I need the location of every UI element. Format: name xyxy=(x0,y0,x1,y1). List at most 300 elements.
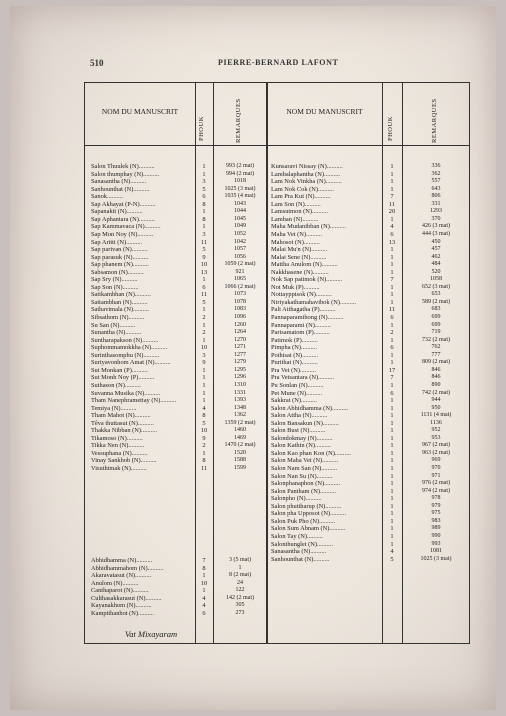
manuscript-name: Sap Aritti (N).......... xyxy=(91,238,143,246)
remark-value: 589 (2 mat) xyxy=(422,298,450,305)
phouk-count: 11 xyxy=(200,238,208,246)
phouk-count: 1 xyxy=(202,449,206,457)
phouk-count: 1 xyxy=(390,261,394,269)
remark-value: 967 (2 mat) xyxy=(422,442,450,449)
section-title: Vat Mixayaram xyxy=(125,629,178,639)
phouk-count: 1 xyxy=(202,306,206,314)
phouk-count: 1 xyxy=(202,208,206,216)
remark-value: 1270 xyxy=(234,336,246,343)
manuscript-name: Pra Vet (N).......... xyxy=(271,366,316,374)
header-rule xyxy=(85,145,469,146)
remark-value: 1066 (2 mat) xyxy=(224,283,256,290)
remark-value: 122 xyxy=(235,587,245,594)
phouk-count: 10 xyxy=(200,261,208,269)
remark-value: 1277 xyxy=(234,351,246,358)
remark-value: 806 xyxy=(431,193,441,200)
manuscript-name: Purithat (N).......... xyxy=(271,359,318,367)
phouk-count: 1 xyxy=(390,427,394,435)
remark-value: 273 xyxy=(235,609,245,616)
remark-value: 336 xyxy=(431,163,441,169)
manuscript-name: Maha Vet (N).......... xyxy=(271,230,322,238)
phouk-count: 1 xyxy=(202,389,206,397)
remark-value: 1271 xyxy=(234,344,246,351)
remark-value: 1295 xyxy=(234,366,246,373)
manuscript-name: Suvanna Musika (N).......... xyxy=(91,389,161,397)
phouk-count: 1 xyxy=(202,381,206,389)
manuscript-name: Suthason (N).......... xyxy=(91,381,141,389)
manuscript-name: Pimpha (N).......... xyxy=(271,344,317,352)
phouk-count: 10 xyxy=(200,344,208,352)
phouk-count: 1 xyxy=(390,359,394,367)
phouk-count: 10 xyxy=(200,427,208,435)
remark-value: 1348 xyxy=(234,404,246,411)
manuscript-name: Sap parivan (N).......... xyxy=(91,246,148,254)
remark-value: 1264 xyxy=(234,329,246,336)
manuscript-name: Salon Bust (N).......... xyxy=(271,427,326,435)
phouk-count: 1 xyxy=(390,381,394,389)
remark-value: 3 (5 mat) xyxy=(229,557,251,563)
manuscript-name: Parisamatom (P).......... xyxy=(271,329,330,337)
manuscript-name: Kayanakhom (N).......... xyxy=(91,602,152,610)
manuscript-name: Sanok.......... xyxy=(91,193,123,201)
header-name-right: NOM DU MANUSCRIT xyxy=(286,107,363,116)
remark-value: 699 xyxy=(431,314,441,320)
manuscript-name: Salon Nam San (N).......... xyxy=(271,465,338,472)
phouk-count: 5 xyxy=(202,246,206,254)
manuscript-name: Pannaparami (N).......... xyxy=(271,321,331,329)
remark-value: 699 xyxy=(431,321,441,328)
phouk-count: 2 xyxy=(202,314,206,321)
phouk-count: 3 xyxy=(202,351,206,359)
phouk-count: 1 xyxy=(390,178,394,186)
remark-value: 952 xyxy=(431,427,441,434)
remark-value: 1065 xyxy=(234,276,246,283)
phouk-count: 13 xyxy=(200,268,208,276)
phouk-count: 6 xyxy=(202,283,206,291)
phouk-count: 1 xyxy=(390,404,394,412)
manuscript-name: Pannaparamihong (N).......... xyxy=(271,314,344,321)
remark-value: 1025 (3 mat) xyxy=(420,555,452,562)
phouk-count: 1 xyxy=(202,366,206,374)
remark-value: 1057 xyxy=(234,246,246,253)
remark-value: 362 xyxy=(431,170,441,177)
phouk-count: 11 xyxy=(388,200,396,208)
manuscript-name: Kampithanhot (N).......... xyxy=(91,609,155,617)
manuscript-name: Pothisat (N).......... xyxy=(271,351,319,359)
manuscript-name: Têva thuttasut (N).......... xyxy=(91,419,154,427)
remark-value: 993 (2 mat) xyxy=(226,163,254,169)
remark-value: 653 xyxy=(431,291,441,298)
manuscript-name: Malai Sene (N).......... xyxy=(271,253,327,261)
remark-value: 1059 (2 mat) xyxy=(224,261,256,268)
manuscript-name: Tham Mahot (N).......... xyxy=(91,412,151,420)
manuscript-name: Salon Maha Vet (N).......... xyxy=(271,457,339,465)
manuscript-name: Sut Monkan (P).......... xyxy=(91,366,148,374)
manuscript-name: Sunantha (N).......... xyxy=(91,329,142,337)
phouk-count: 1 xyxy=(390,495,394,503)
remark-value: 457 xyxy=(431,246,441,253)
phouk-count: 8 xyxy=(202,564,206,572)
manuscript-name: Sap Son (N).......... xyxy=(91,283,139,291)
remark-value: 484 xyxy=(431,261,441,268)
remark-value: 1043 xyxy=(234,200,246,207)
phouk-count: 7 xyxy=(390,193,394,201)
manuscript-name: Sap parasuk (N).......... xyxy=(91,253,149,261)
phouk-count: 1 xyxy=(390,472,394,480)
phouk-count: 1 xyxy=(390,442,394,450)
manuscript-name: Suntharapakson (N).......... xyxy=(91,336,159,344)
phouk-count: 1 xyxy=(390,185,394,193)
phouk-count: 4 xyxy=(202,602,206,610)
phouk-count: 7 xyxy=(390,276,394,284)
remark-value: 742 (2 mat) xyxy=(422,389,450,396)
phouk-count: 2 xyxy=(202,442,206,450)
manuscript-name: Salon Nan Su (N).......... xyxy=(271,472,333,480)
phouk-count: 6 xyxy=(390,389,394,397)
remark-value: 1296 xyxy=(234,374,246,381)
phouk-count: 20 xyxy=(388,208,396,216)
manuscript-name: Sap phanem (N).......... xyxy=(91,261,149,269)
remark-value: 846 xyxy=(431,366,441,373)
manuscript-name: Pali Atthagatha (P).......... xyxy=(271,306,336,314)
manuscript-name: Sathavimala (N).......... xyxy=(91,306,150,314)
phouk-count: 11 xyxy=(388,306,396,314)
phouk-count: 1 xyxy=(390,525,394,533)
manuscript-name: Maha Mudanibban (N).......... xyxy=(271,223,346,231)
book-page xyxy=(10,6,496,710)
remark-value: 1588 xyxy=(234,457,246,464)
remark-value: 24 xyxy=(237,579,243,586)
remark-value: 1073 xyxy=(234,291,246,298)
phouk-count: 1 xyxy=(390,246,394,254)
remark-value: 1025 (3 mat) xyxy=(224,185,256,192)
remark-value: 953 xyxy=(431,434,441,441)
phouk-count: 4 xyxy=(390,223,394,231)
manuscript-name: Thakka Nibban (N).......... xyxy=(91,427,158,435)
manuscript-name: Salon pha Upposot (N).......... xyxy=(271,510,347,518)
phouk-count: 1 xyxy=(390,170,394,178)
remark-value: 1035 (4 mat) xyxy=(224,193,256,200)
manuscript-name: Sanhounthat (N).......... xyxy=(91,185,150,193)
phouk-count: 1 xyxy=(202,276,206,284)
phouk-count: 9 xyxy=(202,253,206,261)
remark-value: 944 xyxy=(431,397,441,404)
phouk-count: 1 xyxy=(390,434,394,442)
remark-value: 762 xyxy=(431,344,441,351)
manuscript-name: Salon Thuulek (N).......... xyxy=(91,163,155,170)
remark-value: 1042 xyxy=(234,238,246,245)
manuscript-name: Suriyavonhom Amat (N).......... xyxy=(91,359,171,367)
manuscript-name: Tham Nanephramettay (N).......... xyxy=(91,397,177,405)
manuscript-name: Pu Sonlan (N).......... xyxy=(271,381,324,389)
remark-value: 520 xyxy=(431,268,441,275)
remark-value: 978 xyxy=(431,495,441,502)
phouk-count: 1 xyxy=(390,336,394,344)
remark-value: 1359 (2 mat) xyxy=(224,419,256,426)
phouk-count: 1 xyxy=(390,412,394,420)
remark-value: 1131 (4 mat) xyxy=(420,412,452,419)
phouk-count: 13 xyxy=(388,238,396,246)
phouk-count: 7 xyxy=(202,557,206,564)
remark-value: 990 xyxy=(431,532,441,539)
remark-value: 1078 xyxy=(234,298,246,305)
manuscript-name: Sibsathom (N).......... xyxy=(91,314,145,321)
header-remarks-left: REMARQUES xyxy=(235,98,242,143)
remark-value: 969 xyxy=(431,457,441,464)
manuscript-name: Salonthunglet (N).......... xyxy=(271,540,333,548)
remark-value: 1393 xyxy=(234,397,246,404)
manuscript-name: Lam Pra Kut (N).......... xyxy=(271,193,331,201)
remark-value: 1052 xyxy=(234,230,246,237)
manuscript-name: Salon Kao phan Kon (N).......... xyxy=(271,449,351,457)
manuscript-name: Salon Sum Abnam (N).......... xyxy=(271,525,346,533)
remark-value: 1058 xyxy=(430,276,442,283)
manuscript-name: Salon Kathin (N).......... xyxy=(271,442,331,450)
phouk-count: 1 xyxy=(202,170,206,178)
phouk-count: 6 xyxy=(390,344,394,352)
remark-value: 1279 xyxy=(234,359,246,366)
remark-value: 971 xyxy=(431,472,441,479)
remark-value: 719 xyxy=(431,329,441,336)
manuscript-name: Salon Puk Pho (N).......... xyxy=(271,517,336,525)
phouk-count: 1 xyxy=(390,517,394,525)
phouk-count: 1 xyxy=(202,572,206,580)
phouk-count: 1 xyxy=(390,449,394,457)
remark-value: 975 xyxy=(431,510,441,517)
remark-value: 1260 xyxy=(234,321,246,328)
manuscript-name: Nok Sap patimok (N).......... xyxy=(271,276,343,284)
manuscript-name: Salon Tay (N).......... xyxy=(271,532,323,540)
remark-value: 331 xyxy=(431,200,441,207)
remark-value: 1293 xyxy=(430,208,442,215)
remark-value: 974 (2 mat) xyxy=(422,487,450,494)
manuscript-name: Salon Attha (N).......... xyxy=(271,412,328,420)
phouk-count: 1 xyxy=(202,321,206,329)
phouk-count: 8 xyxy=(202,457,206,465)
remark-value: 370 xyxy=(431,215,441,222)
manuscript-name: Kunsaravi Nissay (N).......... xyxy=(271,163,343,170)
phouk-count: 3 xyxy=(202,230,206,238)
remark-value: 1136 xyxy=(430,419,442,426)
remark-value: 1044 xyxy=(234,208,246,215)
remark-value: 652 (3 mat) xyxy=(422,283,450,290)
remark-value: 993 xyxy=(431,540,441,547)
remark-value: 970 xyxy=(431,465,441,471)
remark-value: 1056 xyxy=(234,253,246,260)
remark-value: 950 xyxy=(431,404,441,411)
remark-value: 1310 xyxy=(234,381,246,388)
header-remarks-right: REMARQUES xyxy=(431,98,438,143)
remark-value: 1049 xyxy=(234,223,246,230)
manuscript-name: Lamsutmon (N).......... xyxy=(271,208,328,216)
header-phouk-left: PHOUK xyxy=(198,116,205,141)
remark-value: 683 xyxy=(431,306,441,313)
manuscript-name: Sap Akhayat (P-N).......... xyxy=(91,200,156,208)
manuscript-name: Salon Abhidhamma (N).......... xyxy=(271,404,349,412)
manuscript-name: Mattha Anulom (N).......... xyxy=(271,261,338,269)
manuscript-name: Pra Vetsantara (N).......... xyxy=(271,374,335,382)
phouk-count: 2 xyxy=(390,329,394,337)
remark-value: 444 (3 mat) xyxy=(422,230,450,237)
phouk-count: 8 xyxy=(202,215,206,223)
phouk-count: 1 xyxy=(390,321,394,329)
remark-value: 1362 xyxy=(234,412,246,419)
phouk-count: 4 xyxy=(202,404,206,412)
phouk-count: 1 xyxy=(202,223,206,231)
phouk-count: 4 xyxy=(390,548,394,556)
manuscript-name: Visuthimak (N).......... xyxy=(91,465,147,472)
phouk-count: 4 xyxy=(202,594,206,602)
phouk-count: 1 xyxy=(390,540,394,548)
remark-value: 305 xyxy=(235,602,245,609)
manuscript-name: Vinay Sankhob (N).......... xyxy=(91,457,157,465)
manuscript-name: Lambalaphantha (N).......... xyxy=(271,170,341,178)
phouk-count: 1 xyxy=(390,291,394,299)
phouk-count: 2 xyxy=(202,329,206,337)
remark-value: 1081 xyxy=(430,548,442,555)
phouk-count: 1 xyxy=(390,510,394,518)
remark-value: 994 (2 mat) xyxy=(226,170,254,177)
phouk-count: 1 xyxy=(390,532,394,540)
remark-value: 557 xyxy=(431,178,441,185)
phouk-count: 1 xyxy=(390,351,394,359)
remark-value: 732 (2 mat) xyxy=(422,336,450,343)
manuscript-name: Sanasantha (N).......... xyxy=(91,178,147,186)
phouk-count: 8 xyxy=(202,412,206,420)
manuscript-name: Akaravatasut (N).......... xyxy=(91,572,152,580)
manuscript-name: Sakkrat (N).......... xyxy=(271,397,317,405)
manuscript-name: Canthaparot (N).......... xyxy=(91,587,149,595)
remark-value: 921 xyxy=(235,268,245,275)
remark-value: 450 xyxy=(431,238,441,245)
phouk-count: 10 xyxy=(200,579,208,587)
phouk-count: 1 xyxy=(202,374,206,382)
remark-value: 983 xyxy=(431,517,441,524)
phouk-count: 6 xyxy=(202,609,206,617)
phouk-count: 1 xyxy=(202,397,206,405)
phouk-count: 1 xyxy=(390,298,394,306)
remark-value: 1331 xyxy=(234,389,246,396)
remark-value: 1018 xyxy=(234,178,246,185)
phouk-count: 1 xyxy=(390,215,394,223)
remark-value: 1083 xyxy=(234,306,246,313)
phouk-count: 1 xyxy=(390,457,394,465)
manuscript-name: Lam Nok Cok (N).......... xyxy=(271,185,335,193)
phouk-count: 1 xyxy=(202,336,206,344)
manuscript-name: Sap Sry (N).......... xyxy=(91,276,138,284)
manuscript-name: Mahosot (N).......... xyxy=(271,238,320,246)
phouk-count: 1 xyxy=(202,163,206,170)
remark-value: 643 xyxy=(431,185,441,192)
manuscript-name: Satikambhan (N).......... xyxy=(91,291,151,299)
remark-value: 1469 xyxy=(234,434,246,441)
manuscript-name: Abhidhamma (N).......... xyxy=(91,557,153,564)
phouk-count: 1 xyxy=(202,587,206,595)
manuscript-name: Culthasakkarasut (N).......... xyxy=(91,594,162,602)
page-number: 510 xyxy=(90,58,104,68)
manuscript-name: Tikamoso (N).......... xyxy=(91,434,143,442)
remark-value: 426 (3 mat) xyxy=(422,223,450,230)
manuscript-name: Anulom (N).......... xyxy=(91,579,139,587)
manuscript-name: Salon Bansakun (N).......... xyxy=(271,419,339,427)
manuscript-name: Salon thumphay (N).......... xyxy=(91,170,160,178)
remark-value: 846 xyxy=(431,374,441,381)
manuscript-name: Sut Monh Noy (P).......... xyxy=(91,374,155,382)
running-header xyxy=(10,58,496,72)
manuscript-name: Sabsamon (N).......... xyxy=(91,268,144,276)
remark-value: 1599 xyxy=(234,465,246,471)
manuscript-name: Salonpho (N).......... xyxy=(271,495,322,503)
manuscript-name: Vessuphana (N).......... xyxy=(91,449,148,457)
manuscript-name: Surinthasomphu (N).......... xyxy=(91,351,160,359)
manuscript-name: Salon Pantham (N).......... xyxy=(271,487,336,495)
phouk-count: 1 xyxy=(390,465,394,472)
phouk-count: 1 xyxy=(390,397,394,405)
remark-value: 142 (2 mat) xyxy=(226,594,254,601)
phouk-count: 17 xyxy=(388,366,396,374)
author-name: PIERRE-BERNARD LAFONT xyxy=(218,58,339,67)
manuscript-name: Sattambhan (N).......... xyxy=(91,298,148,306)
manuscript-name: Suphommamokkha (N).......... xyxy=(91,344,168,352)
phouk-count: 6 xyxy=(390,230,394,238)
remark-value: 979 xyxy=(431,502,441,509)
phouk-count: 1 xyxy=(390,419,394,427)
phouk-count: 1 xyxy=(390,268,394,276)
manuscript-name: Abhidhammahom (N).......... xyxy=(91,564,164,572)
phouk-count: 7 xyxy=(390,374,394,382)
phouk-count: 11 xyxy=(200,291,208,299)
remark-value: 777 xyxy=(431,351,441,358)
manuscript-name: Sap Mon Noy (N).......... xyxy=(91,230,154,238)
manuscript-name: Su San (N).......... xyxy=(91,321,136,329)
phouk-count: 11 xyxy=(200,465,208,472)
remark-value: 963 (2 mat) xyxy=(422,449,450,456)
remark-value: 1520 xyxy=(234,449,246,456)
phouk-count: 5 xyxy=(202,185,206,193)
phouk-count: 5 xyxy=(390,555,394,563)
phouk-count: 1 xyxy=(390,163,394,170)
remark-value: 1460 xyxy=(234,427,246,434)
manuscript-name: Sap Kammavaca (N).......... xyxy=(91,223,161,231)
remark-value: 1096 xyxy=(234,314,246,320)
remark-value: 1045 xyxy=(234,215,246,222)
remark-value: 1470 (2 mat) xyxy=(224,442,256,449)
manuscript-name: Lam Son (N).......... xyxy=(271,200,321,208)
phouk-count: 9 xyxy=(202,434,206,442)
manuscript-table xyxy=(84,82,470,644)
manuscript-name: Sanasantha (N).......... xyxy=(271,548,327,556)
phouk-count: 9 xyxy=(202,359,206,367)
phouk-count: 5 xyxy=(202,298,206,306)
remark-value: 8 (2 mat) xyxy=(229,572,251,579)
phouk-count: 1 xyxy=(390,253,394,261)
remark-value: 976 (2 mat) xyxy=(422,480,450,487)
remark-value: 1 xyxy=(238,564,242,571)
manuscript-name: Sanhounthat (N).......... xyxy=(271,555,330,563)
manuscript-name: Nottayppisok (N).......... xyxy=(271,291,332,299)
manuscript-name: Salonphanaphon (N).......... xyxy=(271,480,341,488)
phouk-count: 1 xyxy=(390,487,394,495)
manuscript-name: Temiya (N).......... xyxy=(91,404,137,412)
manuscript-name: Sap Aphantara (N).......... xyxy=(91,215,155,223)
manuscript-name: Malai Mu'n (N).......... xyxy=(271,246,328,254)
manuscript-name: Tikka Nen (N).......... xyxy=(91,442,145,450)
remark-value: 989 xyxy=(431,525,441,532)
phouk-count: 1 xyxy=(390,502,394,510)
manuscript-name: Niriyakathamahavibok (N).......... xyxy=(271,298,357,306)
header-name-left: NOM DU MANUSCRIT xyxy=(101,107,179,116)
phouk-count: 6 xyxy=(202,193,206,201)
